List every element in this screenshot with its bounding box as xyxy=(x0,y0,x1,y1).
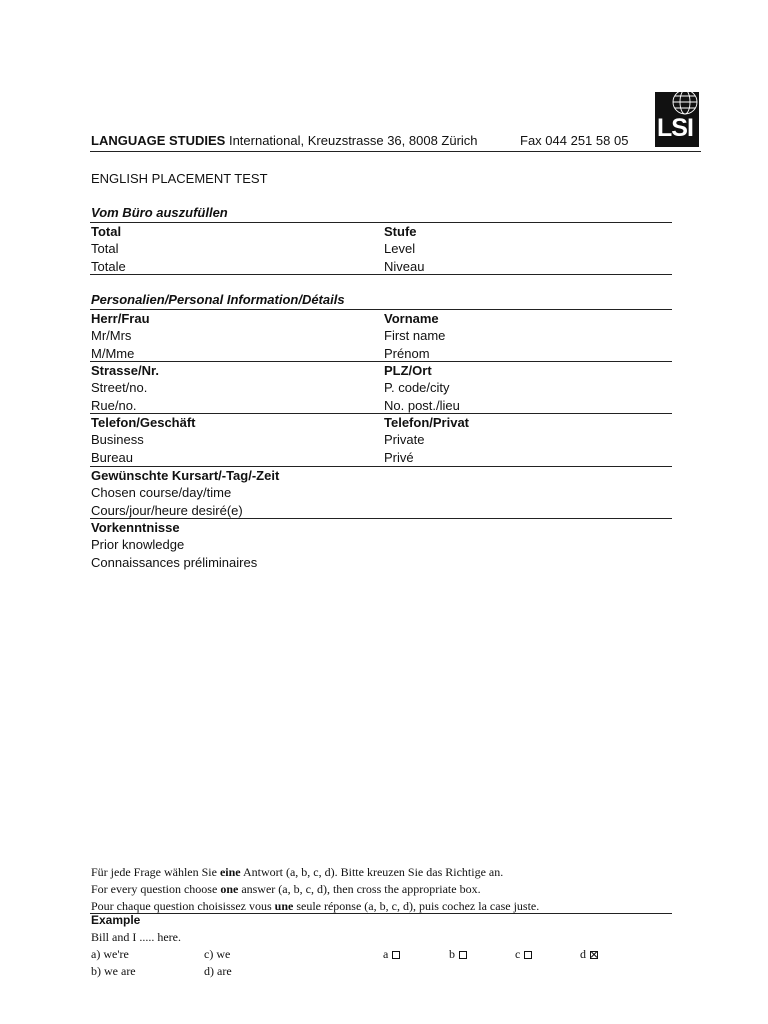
answer-box-b[interactable]: b xyxy=(449,947,467,962)
field-label-fr: Prénom xyxy=(384,345,430,361)
answer-box-c[interactable]: c xyxy=(515,947,532,962)
office-heading: Vom Büro auszufüllen xyxy=(91,205,228,220)
checkbox-icon[interactable] xyxy=(392,951,400,959)
header-rule xyxy=(90,151,701,152)
field-label-en: First name xyxy=(384,328,446,344)
field-label-fr: Totale xyxy=(91,258,126,274)
globe-icon xyxy=(669,92,699,116)
example-option-d: d) are xyxy=(204,964,232,978)
rule xyxy=(90,309,672,310)
salutation-field xyxy=(91,310,150,362)
field-label-fr: No. post./lieu xyxy=(384,397,460,413)
field-label-en: Private xyxy=(384,432,425,448)
field-label-de: Vorkenntnisse xyxy=(91,520,180,535)
field-label-de: Telefon/Privat xyxy=(384,415,470,430)
field-label-de: Vorname xyxy=(384,311,439,326)
total-field xyxy=(91,223,126,275)
field-label-de: Telefon/Geschäft xyxy=(91,415,196,430)
answer-box-a[interactable]: a xyxy=(383,947,400,962)
field-label-en: P. code/city xyxy=(384,380,450,396)
field-label-en: Mr/Mrs xyxy=(91,328,132,344)
instruction-fr: Pour chaque question choisissez vous une seule réponse (a, b, c, d), puis cochez la case juste. xyxy=(91,899,540,913)
answer-box-d[interactable]: d xyxy=(580,947,598,962)
example-label: Example xyxy=(91,913,141,927)
field-label-en: Business xyxy=(91,432,144,448)
field-label-fr: Niveau xyxy=(384,258,425,274)
postcode-city-field xyxy=(384,362,460,414)
logo-text: LSI xyxy=(657,114,693,142)
rule xyxy=(90,222,672,223)
field-label-fr: Connaissances préliminaires xyxy=(91,554,258,570)
field-label-fr: Cours/jour/heure desiré(e) xyxy=(91,502,243,518)
rule xyxy=(90,361,672,362)
checkbox-icon[interactable] xyxy=(524,951,532,959)
field-label-fr: Privé xyxy=(384,449,414,465)
instructions xyxy=(91,864,539,915)
first-name-field xyxy=(384,310,445,362)
street-field xyxy=(91,362,159,414)
level-field xyxy=(384,223,424,275)
instruction-en: For every question choose one answer (a, b, c, d), then cross the appropriate box. xyxy=(91,882,481,896)
page-title: ENGLISH PLACEMENT TEST xyxy=(91,171,268,186)
field-label-de: Herr/Frau xyxy=(91,311,150,326)
field-label-en: Prior knowledge xyxy=(91,537,185,553)
personal-heading: Personalien/Personal Information/Détails xyxy=(91,292,345,307)
field-label-en: Total xyxy=(91,241,119,257)
checked-checkbox-icon[interactable] xyxy=(590,951,598,959)
field-label-fr: M/Mme xyxy=(91,345,135,361)
field-label-fr: Rue/no. xyxy=(91,397,137,413)
field-label-en: Chosen course/day/time xyxy=(91,485,232,501)
example-option-a: a) we're xyxy=(91,947,129,961)
field-label-de: Total xyxy=(91,224,122,239)
field-label-en: Level xyxy=(384,241,416,257)
checkbox-icon[interactable] xyxy=(459,951,467,959)
example-option-c: c) we xyxy=(204,947,231,961)
example-sentence: Bill and I ..... here. xyxy=(91,930,181,944)
field-label-de: Stufe xyxy=(384,224,417,239)
rule xyxy=(90,913,672,914)
organization-line xyxy=(91,133,478,148)
example-option-b: b) we are xyxy=(91,964,136,978)
lsi-logo xyxy=(655,92,699,147)
field-label-de: PLZ/Ort xyxy=(384,363,432,378)
course-preference-field xyxy=(91,467,279,519)
rule xyxy=(90,274,672,275)
private-phone-field xyxy=(384,414,469,466)
org-name-bold: LANGUAGE STUDIES xyxy=(91,133,226,148)
fax-number: Fax 044 251 58 05 xyxy=(520,133,629,148)
org-address: International, Kreuzstrasse 36, 8008 Zürich xyxy=(225,133,478,148)
field-label-de: Gewünschte Kursart/-Tag/-Zeit xyxy=(91,468,280,483)
instruction-de: Für jede Frage wählen Sie eine Antwort (a, b, c, d). Bitte kreuzen Sie das Richtige an. xyxy=(91,865,504,879)
field-label-fr: Bureau xyxy=(91,449,133,465)
business-phone-field xyxy=(91,414,196,466)
field-label-en: Street/no. xyxy=(91,380,148,396)
prior-knowledge-field xyxy=(91,519,257,571)
field-label-de: Strasse/Nr. xyxy=(91,363,159,378)
